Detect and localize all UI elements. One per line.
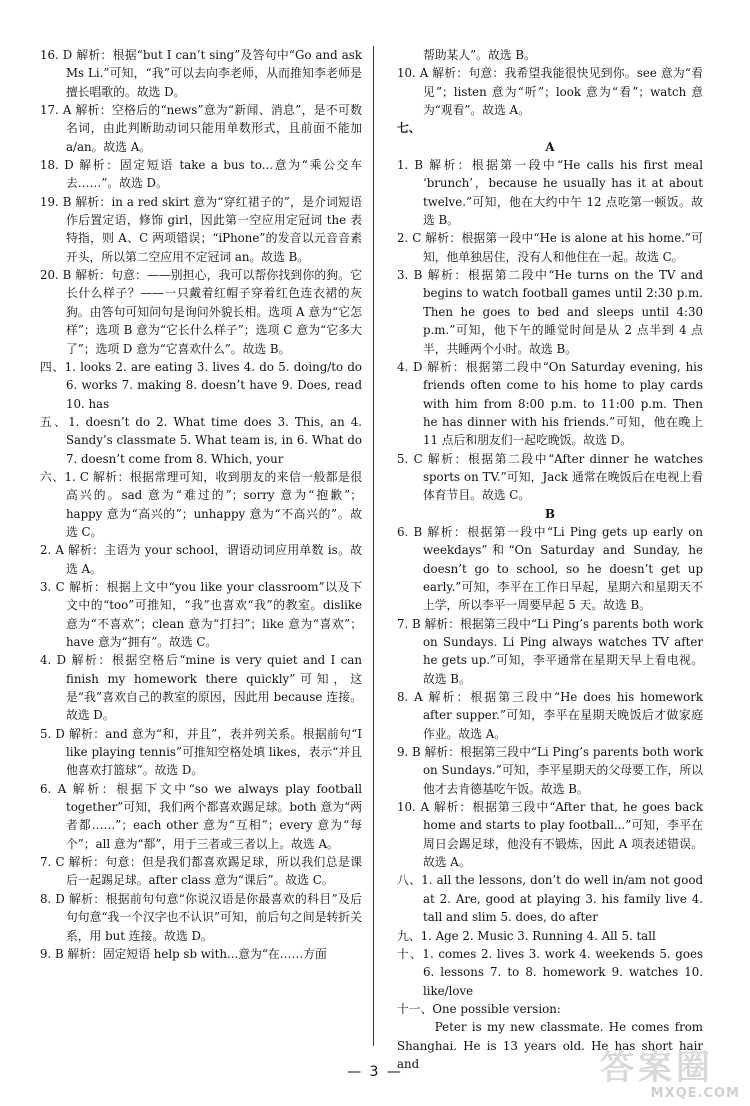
page-number: — 3 — [347, 1064, 403, 1080]
section-6-q2: 2. A 解析：主语为 your school，谓语动词应用单数 is。故选 A。 [40, 543, 362, 576]
section-7-q6: 6. B 解析：根据第一段中“Li Ping gets up early on weekdays”和“On Saturday and Sunday, he doesn’t go to school, so he doesn’t get up early.”可知，李平在工作日早起，星期六和星期天不上学，所以李平一周要早起 5 天。故选 B。 [397, 524, 703, 613]
section-6-q9-cont: 帮助某人”。故选 B。 [422, 48, 536, 62]
section-6-q7: 7. C 解析：句意：但是我们都喜欢踢足球，所以我们总是课后一起踢足球。after class 意为“课后”。故选 C。 [40, 855, 362, 888]
answer-17: 17. A 解析：空格后的“news”意为“新闻、消息”，是不可数名词，由此判断助动词只能用单数形式，且前面不能加 a/an。故选 A。 [40, 103, 362, 154]
left-column [40, 46, 362, 963]
section-7-q8: 8. A 解析：根据第三段中“He does his homework after supper.”可知，李平在星期天晚饭后才做家庭作业。故选 A。 [397, 690, 703, 741]
sample-essay: Peter is my new classmate. He comes from Shanghai. He is 13 years old. He has short hair and [397, 1020, 703, 1071]
answer-18: 18. D 解析：固定短语 take a bus to...意为“乘公交车去……”。故选 D。 [40, 158, 362, 191]
column-divider [373, 46, 374, 1046]
answer-20: 20. B 解析：句意：——别担心，我可以帮你找到你的狗。它长什么样子？——一只戴着红帽子穿着红色连衣裙的灰狗。由答句可知问句是询问外貌长相。选项 A 意为“它怎样”；选项 B 意为“它长什么样子”；选项 C 意为“它多大了”；选项 D 意为“它喜欢什么”。故选 B。 [40, 268, 362, 356]
watermark-line2: MXQE.COM [650, 1086, 740, 1101]
section-9: 九、1. Age 2. Music 3. Running 4. All 5. tall [397, 928, 656, 943]
section-7-q7: 7. B 解析：根据第三段中“Li Ping’s parents both work on Sundays. Li Ping always watches TV after he gets up.”可知，李平通常在星期天早上看电视。故选 B。 [397, 616, 703, 686]
section-10: 十、1. comes 2. lives 3. work 4. weekends 5. goes 6. lessons 7. to 8. homework 9. watches 10. like/love [397, 946, 703, 998]
passage-b-heading: B [545, 506, 555, 521]
section-7-q9: 9. B 解析：根据第三段中“Li Ping’s parents both work on Sundays.”可知，李平星期天的父母要工作，所以他才去肯德基吃午饭。故选 B。 [397, 745, 703, 796]
section-6-q8: 8. D 解析：根据前句句意“你说汉语是你最喜欢的科目”及后句句意“我一个汉字也不认识”可知，前后句之间是转折关系，用 but 连接。故选 D。 [40, 891, 362, 943]
section-7-q5: 5. C 解析：根据第二段中“After dinner he watches sports on TV.”可知，Jack 通常在晚饭后在电视上看体育节目。故选 C。 [397, 451, 703, 503]
section-7-heading: 七、 [397, 121, 421, 136]
section-7-q3: 3. B 解析：根据第二段中“He turns on the TV and begins to watch football games until 2:30 p.m. Then he goes to bed and sleeps until 4:30 p.m.”可知，他下午的睡觉时间是从 2 点半到 4 点半，共睡两个小时。故选 B。 [397, 268, 703, 356]
section-7-q10: 10. A 解析：根据第三段中“After that, he goes back home and starts to play football...”可知，李平在周日会踢足球，他没有不锻炼，因此 A 项表述错误。故选 A。 [397, 800, 703, 870]
section-11-heading: 十一、One possible version: [397, 1001, 561, 1016]
right-column [397, 46, 703, 1073]
section-7-q2: 2. C 解析：根据第一段中“He is alone at his home.”可知，他单独居住，没有人和他住在一起。故选 C。 [397, 231, 703, 264]
watermark-logo [600, 1050, 740, 1100]
section-7-q1: 1. B 解析：根据第一段中“He calls his first meal ‘brunch’，because he usually has it at about twelve.”可知，他在大约中午 12 点吃第一顿饭。故选 B。 [397, 158, 703, 228]
section-6-q9: 9. B 解析：固定短语 help sb with...意为“在……方面 [40, 946, 327, 961]
watermark-line1: 答案圈 [600, 1048, 714, 1088]
section-5: 五、1. doesn’t do 2. What time does 3. This, an 4. Sandy’s classmate 5. What team is, in 6. What do 7. doesn’t come from 8. Which, your [40, 414, 362, 466]
section-4: 四、1. looks 2. are eating 3. lives 4. do 5. doing/to do 6. works 7. making 8. doesn’t have 9. Does, read 10. has [40, 359, 362, 411]
section-7-q4: 4. D 解析：根据第二段中“On Saturday evening, his friends often come to his home to play cards with him from 8:00 p.m. to 11:00 p.m. Then he has dinner with his friends.”可知，他在晚上 11 点后和朋友们一起吃晚饭。故选 D。 [397, 359, 703, 448]
section-6-q5: 5. D 解析：and 意为“和，并且”，表并列关系。根据前句“I like playing tennis”可推知空格处填 likes，表示“并且他喜欢打篮球”。故选 D。 [40, 726, 362, 778]
section-6-q3: 3. C 解析：根据上文中“you like your classroom”以及下文中的“too”可推知，“我”也喜欢“我”的教室。dislike 意为“不喜欢”；clean 意为“打扫”；like 意为“喜欢”；have 意为“拥有”。故选 C。 [40, 579, 362, 649]
section-6-q10: 10. A 解析：句意：我希望我能很快见到你。see 意为“看见”；listen 意为“听”；look 意为“看”；watch 意为“观看”。故选 A。 [397, 66, 703, 118]
section-8: 八、1. all the lessons, don’t do well in/am not good at 2. Are, good at playing 3. his family live 4. tall and slim 5. does, do after [397, 873, 703, 925]
section-6-q6: 6. A 解析：根据下文中“so we always play football together”可知，我们两个都喜欢踢足球。both 意为“两者都……”；each other 意为“互相”；every 意为“每个”；all 意为“都”，用于三者或三者以上。故选 A。 [40, 781, 362, 851]
answer-16: 16. D 解析：根据“but I can’t sing”及答句中“Go and ask Ms Li.”可知，“我”可以去向李老师，从而推知李老师是擅长唱歌的。故选 D。 [40, 48, 362, 99]
answer-19: 19. B 解析：in a red skirt 意为“穿红裙子的”，是介词短语作后置定语，修饰 girl，因此第一空应用定冠词 the 表特指，则 A、C 两项错误；“iPhone”的发音以元音音素开头，所以第二空应用不定冠词 an。故选 B。 [40, 194, 362, 264]
section-6-q1: 六、1. C 解析：根据常理可知，收到朋友的来信一般都是很高兴的。sad 意为“难过的”；sorry 意为“抱歉”；happy 意为“高兴的”；unhappy 意为“不高兴的”。故选 C。 [40, 469, 362, 539]
section-6-q4: 4. D 解析：根据空格后“mine is very quiet and I can finish my homework there quickly”可知，这是“我”喜欢自己的教室的原因，因此用 because 连接。故选 D。 [40, 653, 362, 723]
passage-a-heading: A [545, 139, 555, 154]
